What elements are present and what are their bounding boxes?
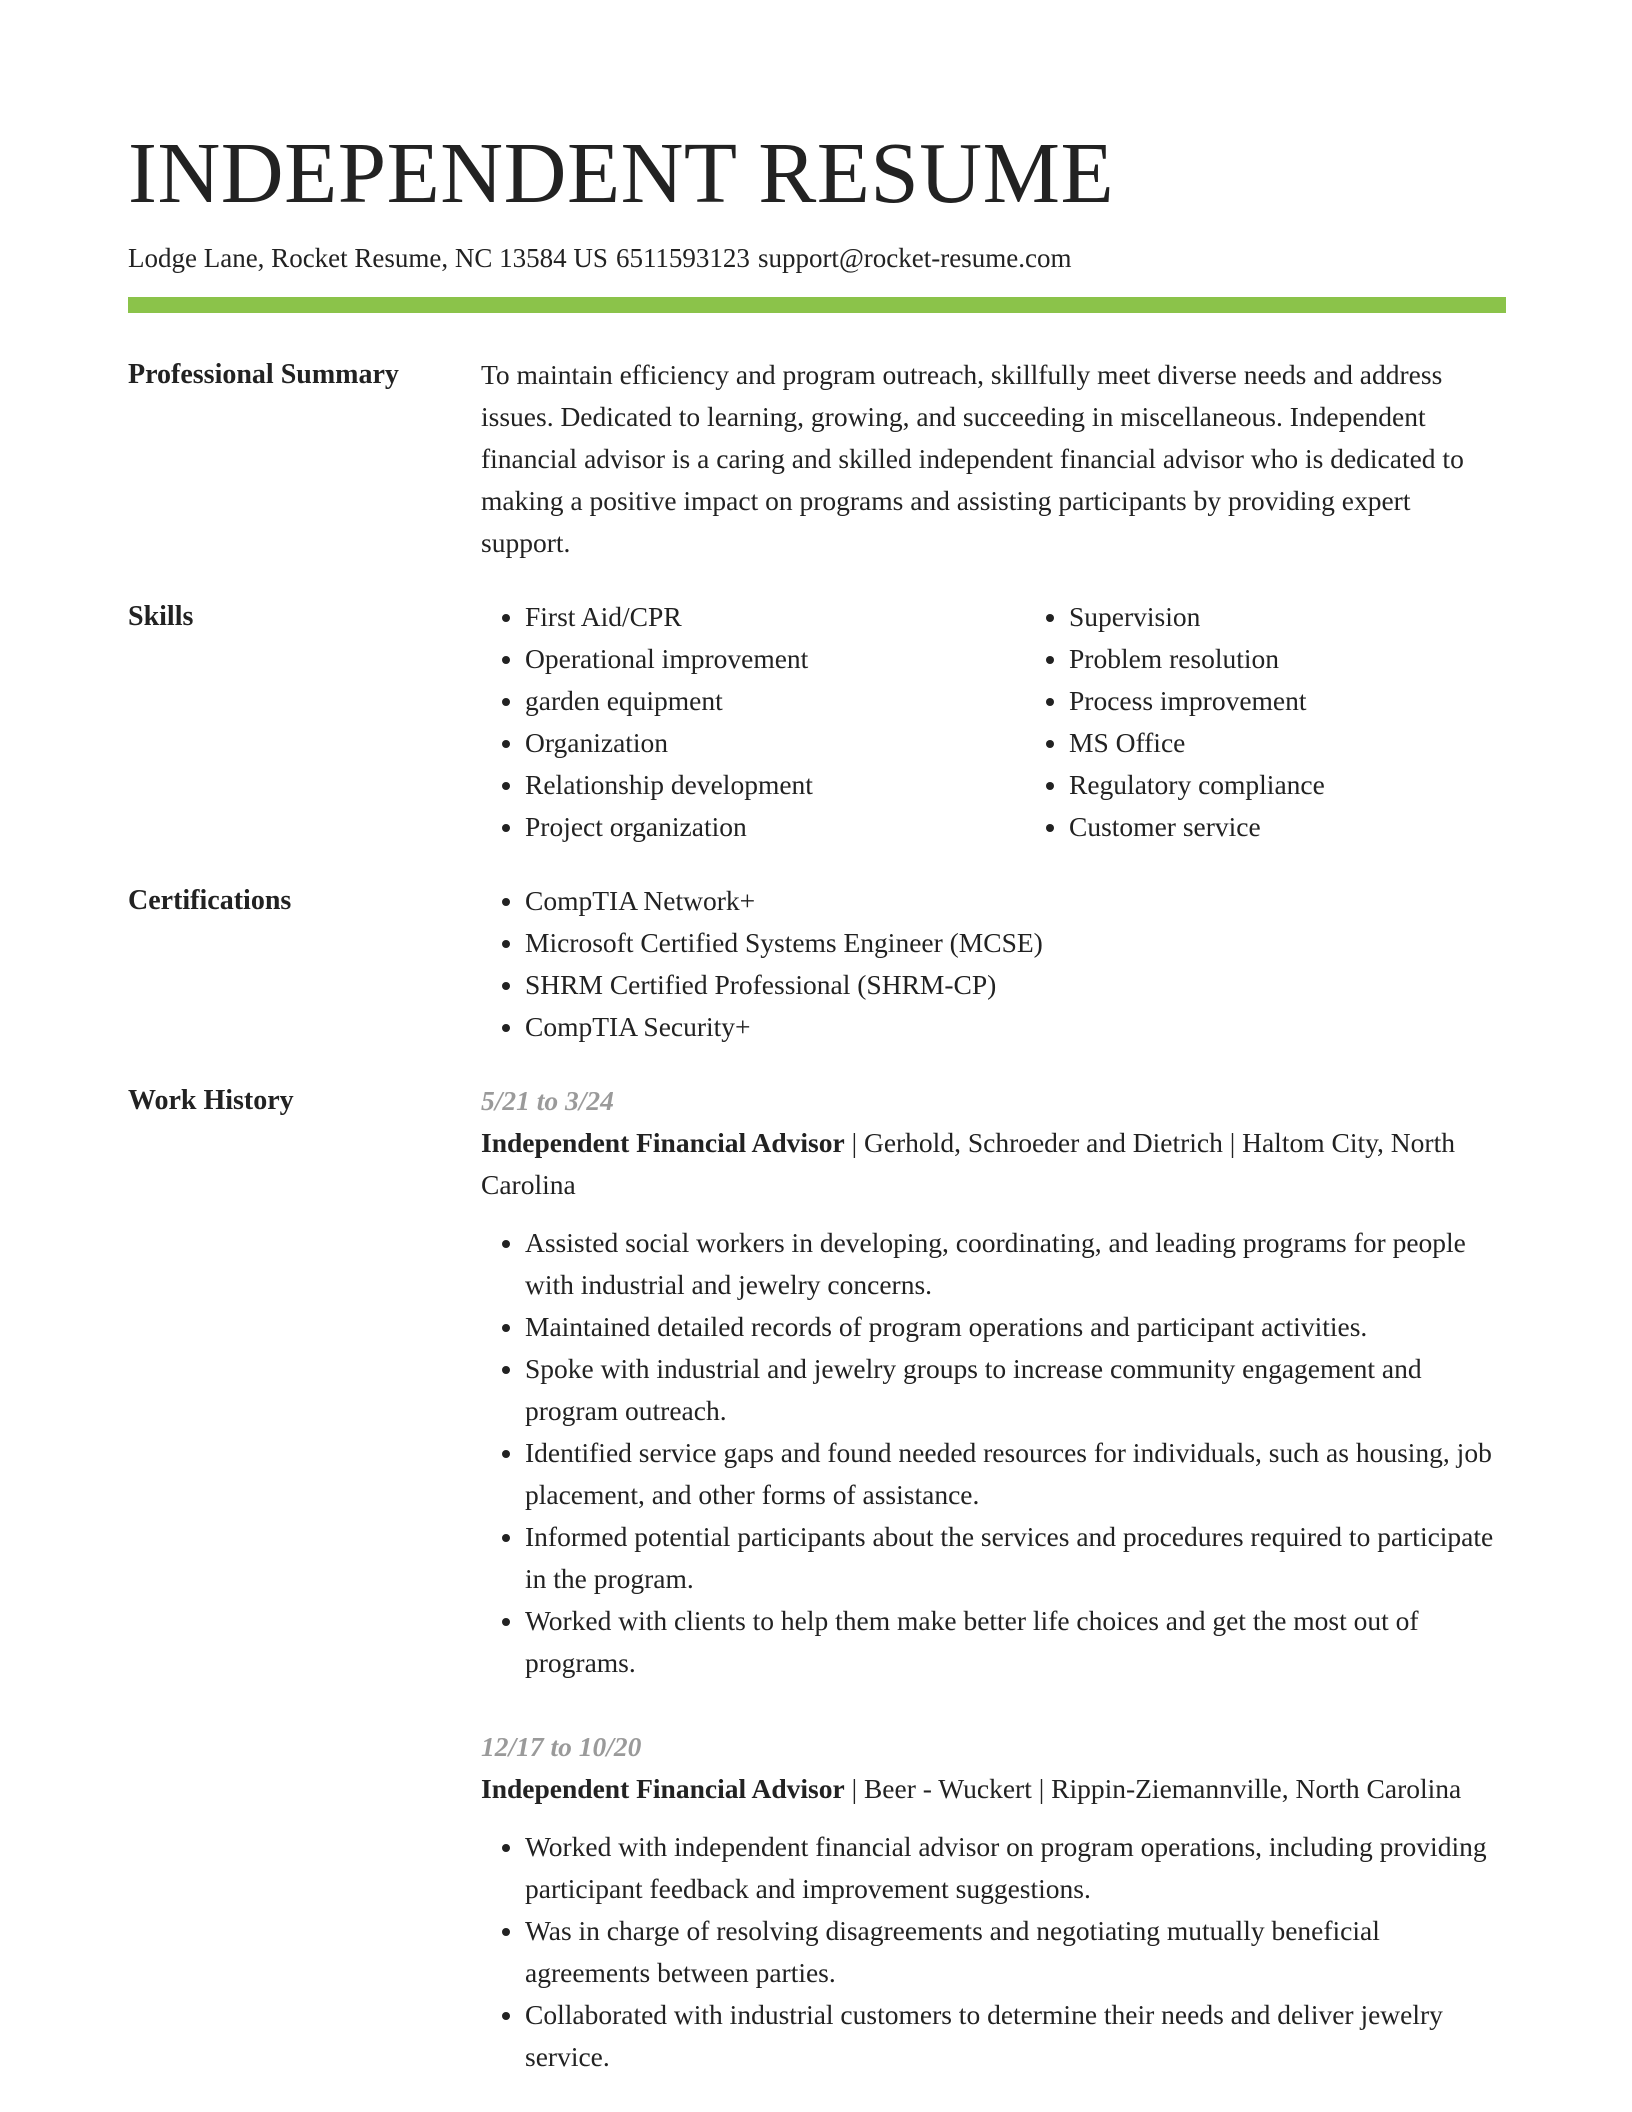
job-dates: 5/21 to 3/24	[481, 1085, 614, 1116]
job-bullet: • Assisted social workers in developing, coordinating, and leading programs for people with industrial and jewelry concerns.	[525, 1222, 1506, 1306]
job-bullet: • Identified service gaps and found needed resources for individuals, such as housing, job placement, and other forms of assistance.	[525, 1432, 1506, 1516]
job-details: | Gerhold, Schroeder and Dietrich | Haltom City, North Carolina	[481, 1127, 1455, 1200]
certification-item: • SHRM Certified Professional (SHRM-CP)	[525, 964, 1506, 1006]
job-title-line	[481, 1122, 1506, 1206]
job-bullet: • Worked with clients to help them make better life choices and get the most out of programs.	[525, 1600, 1506, 1684]
job-bullet: • Collaborated with industrial customers to determine their needs and deliver jewelry service.	[525, 1994, 1506, 2078]
certifications-label: Certifications	[128, 885, 292, 916]
skill-item: • Problem resolution	[1069, 638, 1529, 680]
skill-item: • Regulatory compliance	[1069, 764, 1529, 806]
job-dates: 12/17 to 10/20	[481, 1731, 642, 1762]
job-details: | Beer - Wuckert | Rippin-Ziemannville, North Carolina	[844, 1773, 1462, 1804]
work-history-label: Work History	[128, 1085, 294, 1116]
skill-item: • Project organization	[525, 806, 985, 848]
contact-phone: 6511593123	[615, 243, 750, 273]
job-bullet: • Maintained detailed records of program operations and participant activities.	[525, 1306, 1506, 1348]
job-title-line	[481, 1768, 1506, 1810]
contact-email: support@rocket-resume.com	[757, 243, 1072, 273]
skill-item: • Customer service	[1069, 806, 1529, 848]
certification-item: • CompTIA Security+	[525, 1006, 1506, 1048]
job-title: Independent Financial Advisor	[481, 1773, 845, 1804]
job-bullets	[481, 1222, 1506, 1684]
skills-list-right	[1025, 596, 1529, 848]
certification-item: • Microsoft Certified Systems Engineer (MCSE)	[525, 922, 1506, 964]
skills-list-left	[481, 596, 985, 848]
work-history-section	[128, 1080, 1506, 2078]
skill-item: • garden equipment	[525, 680, 985, 722]
skill-item: • Organization	[525, 722, 985, 764]
resume-page	[128, 118, 1506, 2078]
certification-item: • CompTIA Network+	[525, 880, 1506, 922]
skill-item: • First Aid/CPR	[525, 596, 985, 638]
job-entry	[481, 1726, 1506, 2078]
certifications-list	[481, 880, 1506, 1048]
summary-label: Professional Summary	[128, 359, 399, 390]
job-bullet: • Spoke with industrial and jewelry groups to increase community engagement and program outreach.	[525, 1348, 1506, 1432]
skill-item: • Operational improvement	[525, 638, 985, 680]
job-bullet: • Informed potential participants about the services and procedures required to participate in the program.	[525, 1516, 1506, 1600]
skills-section	[128, 596, 1506, 848]
job-bullet: • Worked with independent financial advisor on program operations, including providing participant feedback and improvement suggestions.	[525, 1826, 1506, 1910]
contact-line	[128, 240, 1506, 276]
job-bullets	[481, 1826, 1506, 2078]
contact-address: Lodge Lane, Rocket Resume, NC 13584 US	[128, 243, 608, 273]
summary-text: To maintain efficiency and program outreach, skillfully meet diverse needs and address issues. Dedicated to learning, growing, and succeeding in miscellaneous. Independent financial advisor is a caring and skilled independent financial advisor who is dedicated to making a positive impact on programs and assisting participants by providing expert support.	[481, 359, 1464, 558]
skills-label: Skills	[128, 601, 194, 632]
header-divider	[128, 297, 1506, 313]
skill-item: • Process improvement	[1069, 680, 1529, 722]
summary-section	[128, 354, 1506, 564]
job-bullet: • Was in charge of resolving disagreements and negotiating mutually beneficial agreements between parties.	[525, 1910, 1506, 1994]
skill-item: • MS Office	[1069, 722, 1529, 764]
job-entry	[481, 1080, 1506, 1684]
job-title: Independent Financial Advisor	[481, 1127, 845, 1158]
resume-name: INDEPENDENT RESUME	[128, 124, 1115, 221]
skill-item: • Relationship development	[525, 764, 985, 806]
certifications-section	[128, 880, 1506, 1048]
skill-item: • Supervision	[1069, 596, 1529, 638]
